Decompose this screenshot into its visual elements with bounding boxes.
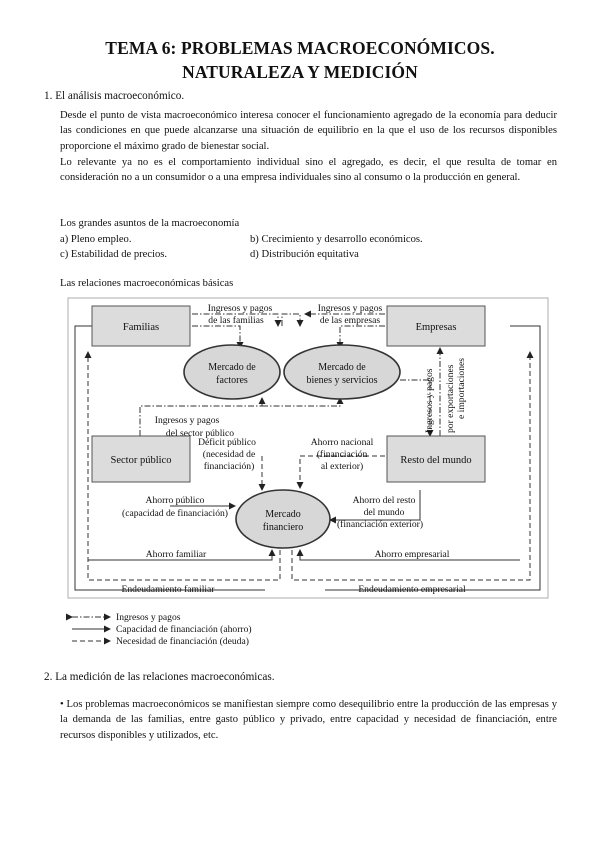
label-empresas: Empresas bbox=[415, 322, 457, 333]
macro-relations-diagram bbox=[0, 292, 600, 652]
title-line-2: NATURALEZA Y MEDICIÓN bbox=[182, 62, 418, 82]
label-ahorro-publico-2: (capacidad de financiación) bbox=[122, 508, 228, 519]
title-line-1: TEMA 6: PROBLEMAS MACROECONÓMICOS. bbox=[105, 38, 495, 58]
label-ip-empresas-1: Ingresos y pagos bbox=[317, 303, 383, 314]
arrow-ip-mid bbox=[282, 314, 300, 326]
list-item-d: d) Distribución equitativa bbox=[250, 249, 359, 260]
paragraph-2: Lo relevante ya no es el comportamiento individual sino el agregado, es decir, el que resulta de tomar en consideración no a un consumidor o a una empresa individuales sino al consumo o la producción en general. bbox=[60, 157, 557, 184]
section-2-heading: 2. La medición de las relaciones macroeconómicas. bbox=[44, 671, 275, 683]
label-deficit-1: Déficit público bbox=[198, 437, 256, 448]
legend-ingresos: Ingresos y pagos bbox=[116, 612, 181, 623]
diagram-legend bbox=[72, 612, 252, 647]
label-ip-vertical: Ingresos y pagos bbox=[424, 368, 435, 433]
diagram-title: Las relaciones macroeconómicas básicas bbox=[60, 278, 234, 289]
section-2-bullet: • Los problemas macroeconómicos se manifiestan siempre como desequilibrio entre la producción de las empresas y la demanda de las familias, entre gasto público y privado, entre capacidad y necesidad de financiación, entre recursos disponibles y utilizados, etc. bbox=[60, 699, 557, 741]
label-export-2: e importaciones bbox=[456, 357, 467, 419]
paragraph-1: Desde el punto de vista macroeconómico interesa conocer el funcionamiento agregado de la economía para deducir las condiciones en que puede alcanzarse una situación de equilibrio en la que el uso de los recursos disponibles proporcione el máximo grado de bienestar social. bbox=[60, 110, 557, 152]
label-familias: Familias bbox=[122, 322, 160, 333]
label-export-1: por exportaciones bbox=[445, 364, 456, 433]
label-ahorro-resto-1: Ahorro del resto bbox=[352, 495, 416, 506]
label-deficit-2: (necesidad de bbox=[202, 449, 256, 460]
list-item-c: c) Estabilidad de precios. bbox=[60, 249, 168, 260]
label-ip-empresas-2: de las empresas bbox=[319, 315, 381, 326]
label-resto-mundo: Resto del mundo bbox=[400, 455, 472, 466]
label-mercado-bienes-2: bienes y servicios bbox=[306, 375, 378, 386]
label-mercado-bienes-1: Mercado de bbox=[318, 362, 366, 373]
label-ahorro-nacional-2: (financiación bbox=[316, 449, 368, 460]
label-ahorro-empresarial: Ahorro empresarial bbox=[374, 549, 450, 560]
section-1-heading: 1. El análisis macroeconómico. bbox=[44, 90, 185, 102]
label-endeudamiento-familiar: Endeudamiento familiar bbox=[121, 584, 215, 595]
label-mercado-factores-2: factores bbox=[216, 375, 248, 386]
label-ahorro-resto-3: (financiación exterior) bbox=[336, 519, 424, 530]
label-ahorro-nacional-3: al exterior) bbox=[320, 461, 364, 472]
label-ahorro-publico-1: Ahorro público bbox=[145, 495, 205, 506]
label-ahorro-nacional-1: Ahorro nacional bbox=[310, 437, 374, 448]
label-endeudamiento-empresarial: Endeudamiento empresarial bbox=[358, 584, 466, 595]
legend-capacidad: Capacidad de financiación (ahorro) bbox=[116, 624, 252, 635]
label-mercado-financiero-1: Mercado bbox=[265, 509, 301, 520]
list-item-a: a) Pleno empleo. bbox=[60, 234, 132, 245]
label-ip-familias-1: Ingresos y pagos bbox=[207, 303, 273, 314]
label-ip-sector-1: Ingresos y pagos bbox=[154, 415, 220, 426]
label-ahorro-resto-2: del mundo bbox=[363, 507, 405, 518]
arrow-sp-bienes bbox=[262, 398, 340, 406]
label-ip-sector-2: del sector público bbox=[165, 428, 235, 439]
label-mercado-factores-1: Mercado de bbox=[208, 362, 256, 373]
label-deficit-3: financiación) bbox=[203, 461, 255, 472]
label-mercado-financiero-2: financiero bbox=[262, 522, 304, 533]
list-item-b: b) Crecimiento y desarrollo económicos. bbox=[250, 234, 423, 245]
list-title: Los grandes asuntos de la macroeconomía bbox=[60, 218, 240, 229]
label-sector-publico: Sector público bbox=[110, 455, 172, 466]
label-ip-familias-2: de las familias bbox=[208, 315, 264, 326]
legend-necesidad: Necesidad de financiación (deuda) bbox=[116, 636, 249, 647]
label-ahorro-familiar: Ahorro familiar bbox=[145, 549, 207, 560]
